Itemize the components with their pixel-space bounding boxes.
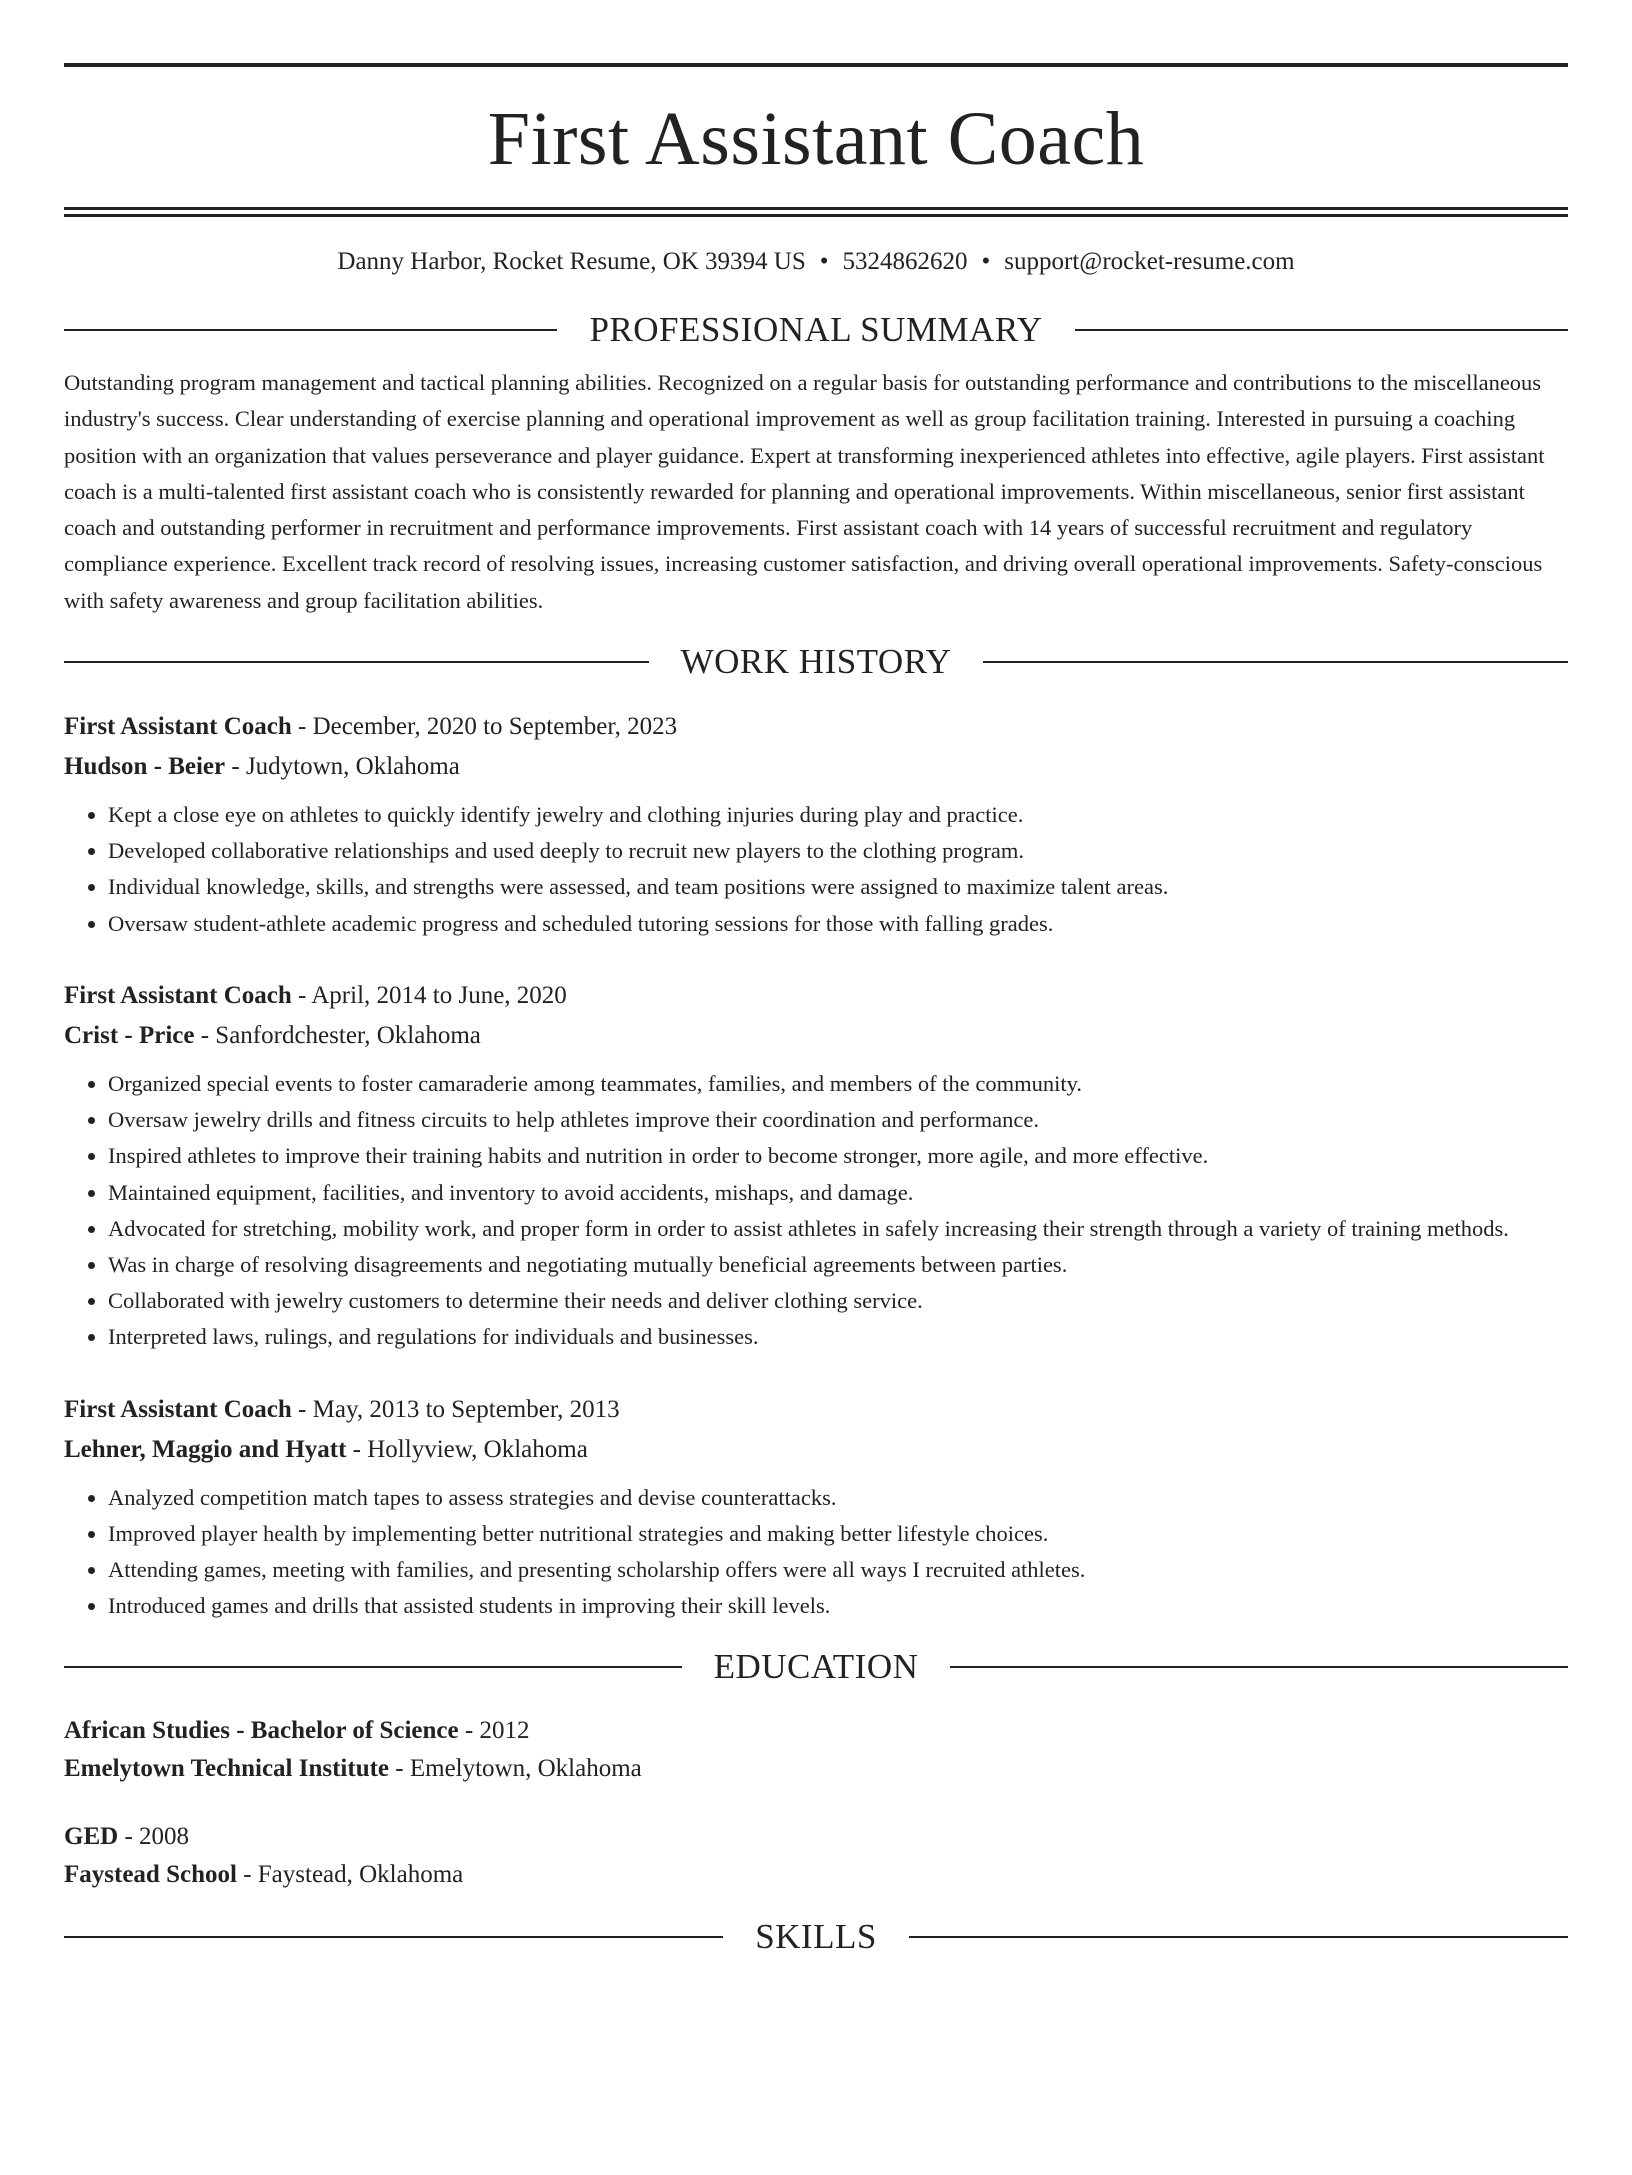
job-location: - Sanfordchester, Oklahoma — [194, 1021, 481, 1049]
title-double-rule — [64, 207, 1568, 217]
heading-rule-right — [983, 661, 1568, 663]
job-entry — [64, 1390, 1568, 1625]
section-title-skills: SKILLS — [755, 1917, 877, 1957]
job-bullets — [64, 797, 1568, 942]
job-bullet: • Oversaw student-athlete academic progress and scheduled tutoring sessions for those with falling grades. — [108, 906, 1568, 942]
section-title-education: EDUCATION — [713, 1647, 919, 1687]
education-location: - Emelytown, Oklahoma — [389, 1755, 642, 1783]
job-dates: - December, 2020 to September, 2023 — [291, 713, 678, 741]
job-bullet: • Attending games, meeting with families, and presenting scholarship offers were all ways I recruited athletes. — [108, 1552, 1568, 1588]
education-school: Faystead School — [64, 1861, 237, 1889]
contact-phone: 5324862620 — [842, 248, 968, 275]
section-title-work: WORK HISTORY — [680, 642, 952, 682]
job-title: First Assistant Coach — [64, 713, 292, 741]
education-school-line — [64, 1750, 1568, 1788]
job-bullet: • Organized special events to foster camaraderie among teammates, families, and members of the community. — [108, 1066, 1568, 1102]
education-degree-line — [64, 1818, 1568, 1856]
job-bullet: • Was in charge of resolving disagreements and negotiating mutually beneficial agreements between parties. — [108, 1247, 1568, 1283]
job-bullet: • Oversaw jewelry drills and fitness circuits to help athletes improve their coordination and performance. — [108, 1102, 1568, 1138]
job-company-line — [64, 747, 1568, 787]
job-bullet: • Improved player health by implementing better nutritional strategies and making better lifestyle choices. — [108, 1516, 1568, 1552]
job-title-line — [64, 707, 1568, 747]
section-heading-skills — [64, 1916, 1568, 1958]
job-bullet: • Advocated for stretching, mobility work, and proper form in order to assist athletes in safely increasing their strength through a variety of training methods. — [108, 1211, 1568, 1247]
job-bullet: • Kept a close eye on athletes to quickly identify jewelry and clothing injuries during play and practice. — [108, 797, 1568, 833]
job-entry — [64, 707, 1568, 942]
job-bullets — [64, 1066, 1568, 1356]
education-location: - Faystead, Oklahoma — [236, 1861, 464, 1889]
section-heading-work — [64, 641, 1568, 683]
job-dates: - April, 2014 to June, 2020 — [291, 981, 567, 1009]
job-location: - Judytown, Oklahoma — [225, 753, 460, 781]
job-bullet: • Interpreted laws, rulings, and regulations for individuals and businesses. — [108, 1319, 1568, 1355]
job-bullet: • Collaborated with jewelry customers to determine their needs and deliver clothing service. — [108, 1283, 1568, 1319]
job-entry — [64, 976, 1568, 1356]
top-rule — [64, 63, 1568, 67]
heading-rule-left — [64, 1936, 723, 1938]
contact-email: support@rocket-resume.com — [1004, 248, 1295, 275]
heading-rule-left — [64, 1666, 682, 1668]
education-degree: GED — [64, 1823, 119, 1851]
job-bullet: • Inspired athletes to improve their training habits and nutrition in order to become stronger, more agile, and more effective. — [108, 1138, 1568, 1174]
job-bullets — [64, 1480, 1568, 1625]
job-bullet: • Individual knowledge, skills, and strengths were assessed, and team positions were assigned to maximize talent areas. — [108, 869, 1568, 905]
job-title-line — [64, 976, 1568, 1016]
education-degree-line — [64, 1712, 1568, 1750]
job-company: Hudson - Beier — [64, 753, 226, 781]
section-heading-education — [64, 1646, 1568, 1688]
summary-text: Outstanding program management and tactical planning abilities. Recognized on a regular basis for outstanding performance and contributions to the miscellaneous industry's success. Clear understanding of exercise planning and operational improvement as well as group facilitation training. Interested in pursuing a coaching position with an organization that values perseverance and player guidance. Expert at transforming inexperienced athletes into effective, agile players. First assistant coach is a multi-talented first assistant coach who is consistently rewarded for planning and operational improvements. Within miscellaneous, senior first assistant coach and outstanding performer in recruitment and performance improvements. First assistant coach with 14 years of successful recruitment and regulatory compliance experience. Excellent track record of resolving issues, increasing customer satisfaction, and driving overall operational improvements. Safety-conscious with safety awareness and group facilitation abilities. — [64, 370, 1545, 613]
job-dates: - May, 2013 to September, 2013 — [291, 1395, 620, 1423]
heading-rule-left — [64, 329, 557, 331]
job-company: Lehner, Maggio and Hyatt — [64, 1435, 347, 1463]
job-bullet: • Maintained equipment, facilities, and inventory to avoid accidents, mishaps, and damage. — [108, 1175, 1568, 1211]
resume-title: First Assistant Coach — [487, 97, 1145, 181]
job-location: - Hollyview, Oklahoma — [346, 1435, 588, 1463]
contact-line — [64, 247, 1568, 277]
education-entry — [64, 1818, 1568, 1894]
job-title: First Assistant Coach — [64, 981, 292, 1009]
job-company: Crist - Price — [64, 1021, 195, 1049]
job-bullet: • Developed collaborative relationships and used deeply to recruit new players to the clothing program. — [108, 833, 1568, 869]
job-bullet: • Introduced games and drills that assisted students in improving their skill levels. — [108, 1588, 1568, 1624]
education-entry — [64, 1712, 1568, 1788]
contact-separator: • — [981, 248, 991, 275]
resume-page — [0, 63, 1632, 2175]
job-company-line — [64, 1430, 1568, 1470]
contact-separator: • — [819, 248, 829, 275]
heading-rule-right — [950, 1666, 1568, 1668]
job-company-line — [64, 1016, 1568, 1056]
job-title: First Assistant Coach — [64, 1395, 292, 1423]
education-school-line — [64, 1856, 1568, 1894]
heading-rule-right — [1075, 329, 1568, 331]
job-title-line — [64, 1390, 1568, 1430]
section-title-summary: PROFESSIONAL SUMMARY — [589, 310, 1043, 349]
education-degree: African Studies - Bachelor of Science — [64, 1717, 459, 1745]
education-year: - 2008 — [118, 1823, 190, 1851]
education-year: - 2012 — [458, 1717, 530, 1745]
section-heading-summary — [64, 309, 1568, 351]
heading-rule-left — [64, 661, 649, 663]
heading-rule-right — [909, 1936, 1568, 1938]
job-bullet: • Analyzed competition match tapes to assess strategies and devise counterattacks. — [108, 1480, 1568, 1516]
contact-address: Danny Harbor, Rocket Resume, OK 39394 US — [337, 248, 806, 275]
education-school: Emelytown Technical Institute — [64, 1755, 390, 1783]
